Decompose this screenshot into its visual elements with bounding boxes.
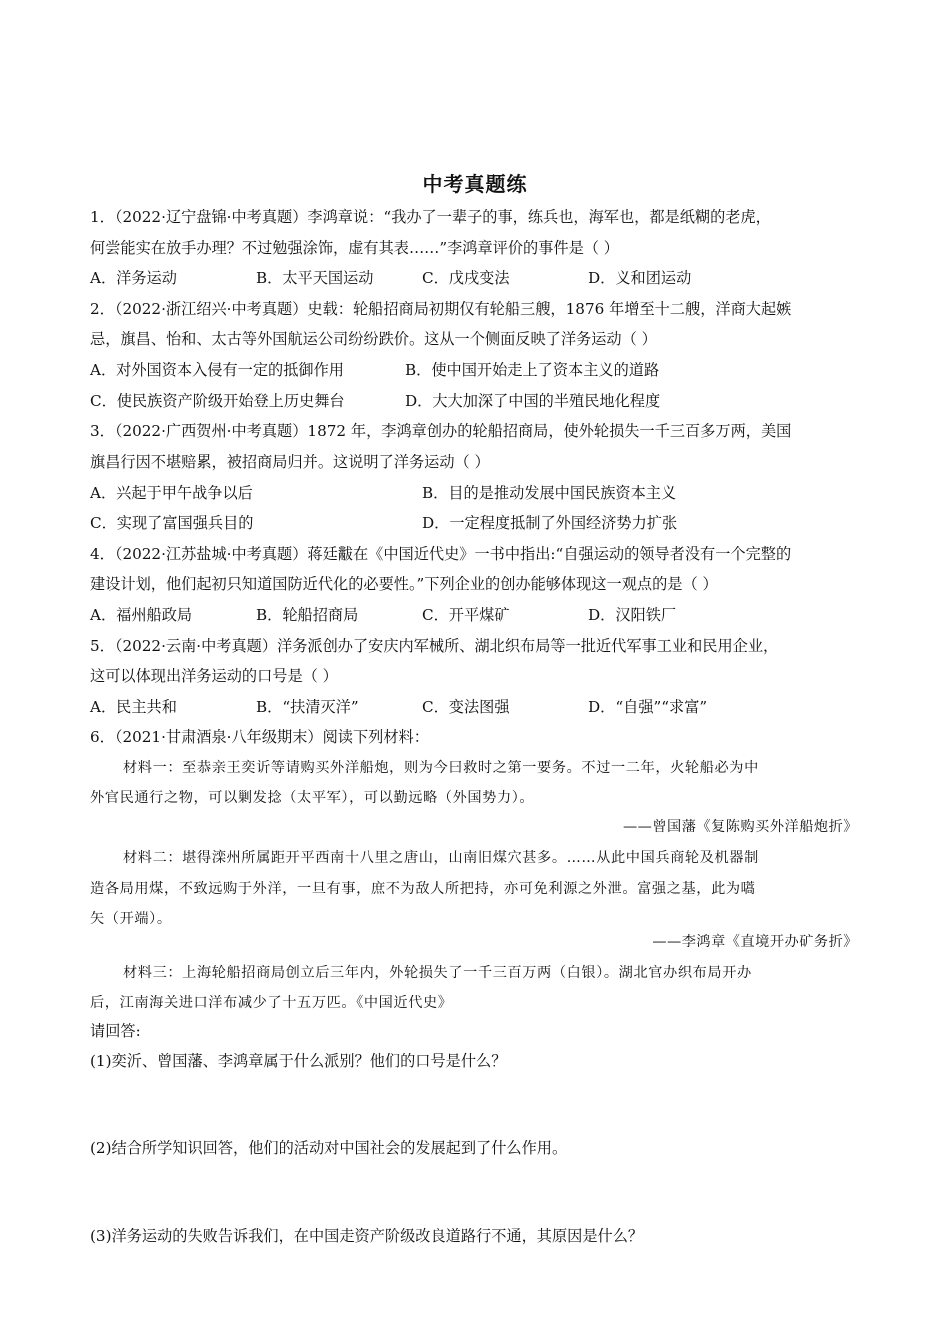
material-1-line2: 外官民通行之物，可以剿发捻（太平军），可以勤远略（外国势力）。 <box>90 790 535 806</box>
q2-stem-line2: 忌，旗昌、怡和、太古等外国航运公司纷纷跌价。这从一个侧面反映了洋务运动（ ） <box>90 330 657 348</box>
q1-stem-line1: 1．（2022·辽宁盘锦·中考真题）李鸿章说：“我办了一辈子的事，练兵也，海军也，都是纸糊的老虎， <box>90 208 771 226</box>
material-3-line2: 后，江南海关进口洋布减少了十五万匹。《中国近代史》 <box>90 995 453 1011</box>
q2-option-c: C．使民族资产阶级开始登上历史舞台 <box>90 392 345 410</box>
q3-stem-line2: 旗昌行因不堪赔累，被招商局归并。这说明了洋务运动（ ） <box>90 453 490 471</box>
q4-option-c: C．开平煤矿 <box>422 606 510 624</box>
sub-question-3: (3)洋务运动的失败告诉我们，在中国走资产阶级改良道路行不通，其原因是什么？ <box>90 1227 644 1245</box>
q6-stem: 6．（2021·甘肃酒泉·八年级期末）阅读下列材料： <box>90 728 429 746</box>
material-2-source: ——李鸿章《直境开办矿务折》 <box>652 934 858 950</box>
answer-prompt: 请回答: <box>90 1022 141 1040</box>
q3-stem-line1: 3．（2022·广西贺州·中考真题）1872 年，李鸿章创办的轮船招商局，使外轮损失一千三百多万两，美国 <box>90 422 792 440</box>
q2-option-d: D．大大加深了中国的半殖民地化程度 <box>405 392 661 410</box>
q1-option-a: A．洋务运动 <box>90 269 177 287</box>
q2-option-a: A．对外国资本入侵有一定的抵御作用 <box>90 361 344 379</box>
q5-option-b: B．“扶清灭洋” <box>256 698 359 716</box>
material-1-source: ——曾国藩《复陈购买外洋船炮折》 <box>622 819 858 835</box>
q4-stem-line1: 4．（2022·江苏盐城·中考真题）蒋廷黻在《中国近代史》一书中指出:“自强运动的领导者没有一个完整的 <box>90 545 792 563</box>
q5-stem-line1: 5．（2022·云南·中考真题）洋务派创办了安庆内军械所、湖北织布局等一批近代军事工业和民用企业， <box>90 637 779 655</box>
q1-stem-line2: 何尝能实在放手办理？不过勉强涂饰，虚有其表……”李鸿章评价的事件是（ ） <box>90 239 619 257</box>
material-2-line2: 造各局用煤，不致远购于外洋，一旦有事，庶不为敌人所把持，亦可免利源之外泄。富强之基，此为嚆 <box>90 881 756 897</box>
sub-question-1: (1)奕沂、曾国藩、李鸿章属于什么派别？他们的口号是什么？ <box>90 1052 507 1070</box>
q2-stem-line1: 2．（2022·浙江绍兴·中考真题）史载：轮船招商局初期仅有轮船三艘，1876 年增至十二艘，洋商大起嫉 <box>90 300 792 318</box>
material-3-line1: 材料三：上海轮船招商局创立后三年内，外轮损失了一千三百万两（白银）。湖北官办织布局开办 <box>123 965 752 981</box>
q2-option-b: B．使中国开始走上了资本主义的道路 <box>405 361 660 379</box>
q3-option-a: A．兴起于甲午战争以后 <box>90 484 253 502</box>
q5-option-a: A．民主共和 <box>90 698 177 716</box>
q3-option-d: D．一定程度抵制了外国经济势力扩张 <box>422 514 678 532</box>
q5-option-d: D．“自强”“求富” <box>588 698 708 716</box>
q4-stem-line2: 建设计划，他们起初只知道国防近代化的必要性。”下列企业的创办能够体现这一观点的是（ ） <box>90 575 718 593</box>
q5-stem-line2: 这可以体现出洋务运动的口号是（ ） <box>90 667 338 685</box>
material-2-line1: 材料二：堪得滦州所属距开平西南十八里之唐山，山南旧煤穴甚多。……从此中国兵商轮及机器制 <box>123 850 759 866</box>
q4-option-d: D．汉阳铁厂 <box>588 606 677 624</box>
q1-option-c: C．戊戌变法 <box>422 269 510 287</box>
page-title: 中考真题练 <box>422 172 528 196</box>
q1-option-d: D．义和团运动 <box>588 269 692 287</box>
sub-question-2: (2)结合所学知识回答，他们的活动对中国社会的发展起到了什么作用。 <box>90 1139 568 1157</box>
q3-option-b: B．目的是推动发展中国民族资本主义 <box>422 484 677 502</box>
q1-option-b: B．太平天国运动 <box>256 269 374 287</box>
q4-option-b: B．轮船招商局 <box>256 606 359 624</box>
material-1-line1: 材料一：至恭亲王奕䜣等请购买外洋船炮，则为今曰救时之第一要务。不过一二年，火轮船必为中 <box>123 760 759 776</box>
q3-option-c: C．实现了富国强兵目的 <box>90 514 254 532</box>
q4-option-a: A．福州船政局 <box>90 606 193 624</box>
q5-option-c: C．变法图强 <box>422 698 510 716</box>
material-2-line3: 矢（开端）。 <box>90 911 172 927</box>
